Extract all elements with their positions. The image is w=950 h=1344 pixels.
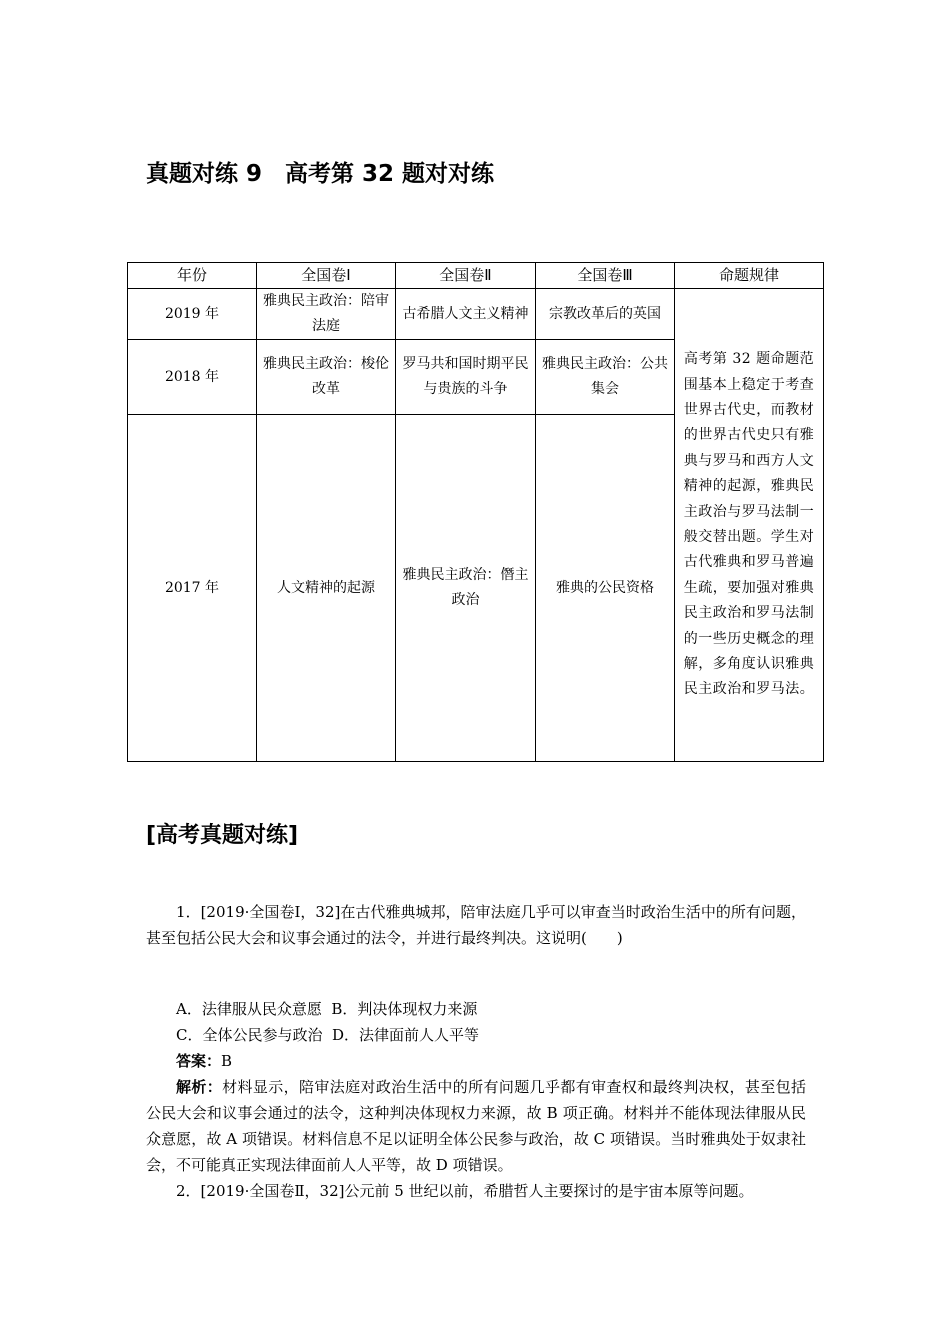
- question-1-answer: [176, 1048, 232, 1074]
- question-1-options-ab: A．法律服从民众意愿 B．判决体现权力来源: [176, 1000, 478, 1018]
- question-2-stem: 2．[2019·全国卷Ⅱ，32]公元前 5 世纪以前，希腊哲人主要探讨的是宇宙本原等问题。: [176, 1182, 754, 1200]
- cell-paper-1: 雅典民主政治：梭伦改革: [257, 340, 396, 415]
- cell-year: 2019 年: [128, 289, 257, 340]
- cell-paper-1: 雅典民主政治：陪审法庭: [257, 289, 396, 340]
- page-title: 真题对练 9 高考第 32 题对对练: [146, 161, 495, 187]
- header-rule: 命题规律: [675, 263, 824, 289]
- cell-paper-2: 古希腊人文主义精神: [396, 289, 536, 340]
- analysis-text: 材料显示，陪审法庭对政治生活中的所有问题几乎都有审查权和最终判决权，甚至包括公民大会和议事会通过的法令，这种判决体现权力来源，故 B 项正确。材料并不能体现法律服从民众意愿，故 A 项错误。材料信息不足以证明全体公民参与政治，故 C 项错误。当时雅典处于奴隶社会，不可能真正实现法律面前人人平等，故 D 项错误。: [146, 1078, 806, 1174]
- cell-rule: 高考第 32 题命题范围基本上稳定于考查世界古代史，而教材的世界古代史只有雅典与罗马和西方人文精神的起源，雅典民主政治与罗马法制一般交替出题。学生对古代雅典和罗马普遍生疏，要加强对雅典民主政治和罗马法制的一些历史概念的理解，多角度认识雅典民主政治和罗马法。: [675, 289, 824, 762]
- answer-label: 答案：: [176, 1052, 222, 1070]
- cell-paper-2: 雅典民主政治：僭主政治: [396, 415, 536, 762]
- table-row: [128, 289, 824, 340]
- header-paper-2: 全国卷Ⅱ: [396, 263, 536, 289]
- cell-paper-3: 宗教改革后的英国: [536, 289, 675, 340]
- header-year: 年份: [128, 263, 257, 289]
- question-1-stem: 1．[2019·全国卷Ⅰ，32]在古代雅典城邦，陪审法庭几乎可以审查当时政治生活中的所有问题，甚至包括公民大会和议事会通过的法令，并进行最终判决。这说明( ): [146, 903, 806, 947]
- cell-paper-3: 雅典的公民资格: [536, 415, 675, 762]
- answer-value: B: [221, 1052, 233, 1070]
- question-1-analysis: [146, 1074, 806, 1178]
- question-1-options-cd: C．全体公民参与政治 D．法律面前人人平等: [176, 1026, 480, 1044]
- cell-paper-1: 人文精神的起源: [257, 415, 396, 762]
- section-heading: [高考真题对练]: [146, 823, 299, 848]
- analysis-label: 解析：: [176, 1078, 223, 1096]
- cell-paper-2: 罗马共和国时期平民与贵族的斗争: [396, 340, 536, 415]
- exam-pattern-table: [127, 262, 824, 762]
- header-paper-1: 全国卷Ⅰ: [257, 263, 396, 289]
- cell-paper-3: 雅典民主政治：公共集会: [536, 340, 675, 415]
- table-header-row: [128, 263, 824, 289]
- cell-year: 2018 年: [128, 340, 257, 415]
- cell-year: 2017 年: [128, 415, 257, 762]
- header-paper-3: 全国卷Ⅲ: [536, 263, 675, 289]
